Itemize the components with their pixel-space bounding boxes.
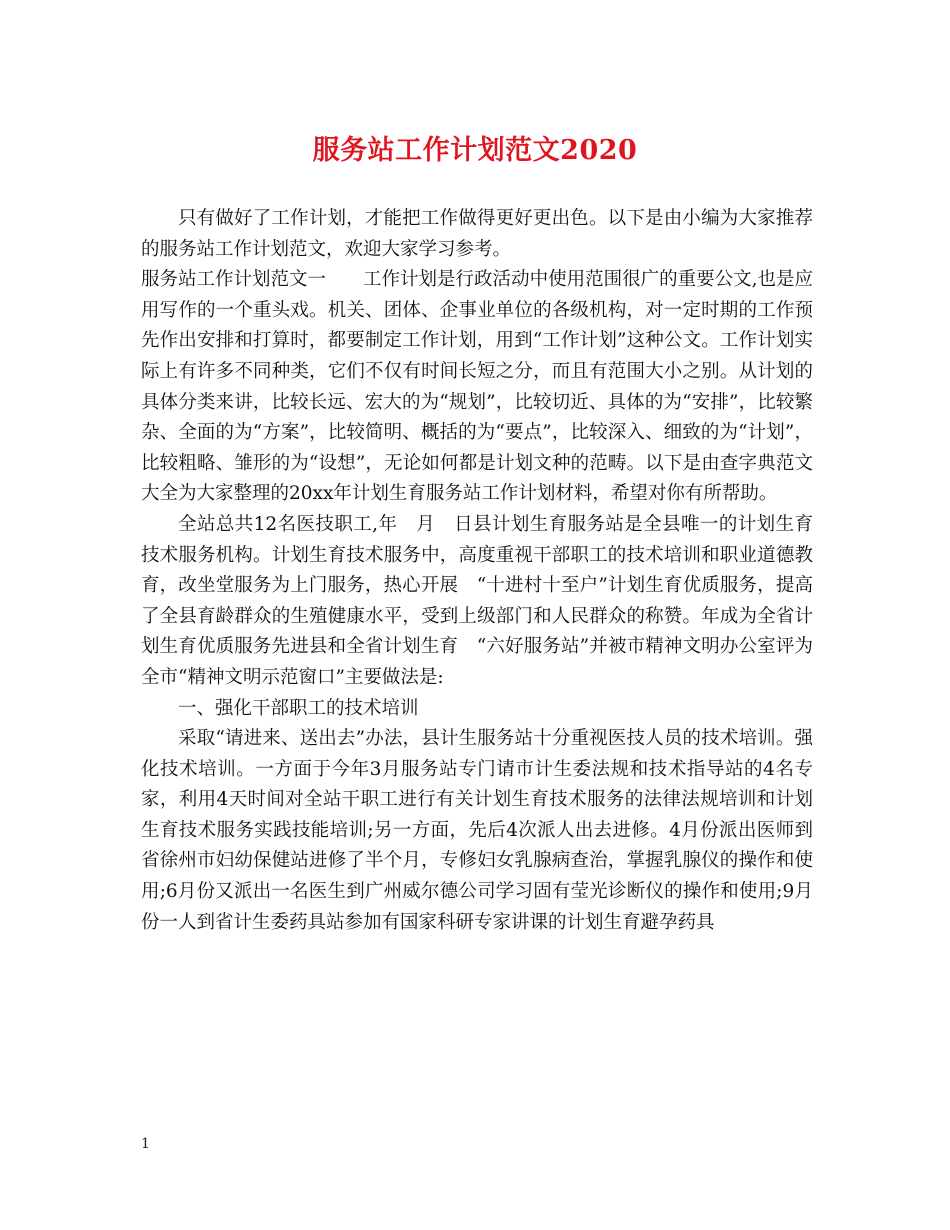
section-heading-training: 一、强化干部职工的技术培训: [178, 697, 419, 719]
paragraph-training-details: 采取“请进来、送出去”办法，县计生服务站十分重视医技人员的技术培训。强化技术培训。一方面于今年3月服务站专门请市计生委法规和技术指导站的4名专家，利用4天时间对全站干职工进行有关计划生育技术服务的法律法规培训和计划生育技术服务实践技能培训;另一方面，先后4次派人出去进修。4月份派出医师到省徐州市妇幼保健站进修了半个月，专修妇女乳腺病查治，掌握乳腺仪的操作和使用;6月份又派出一名医生到广州威尔德公司学习固有莹光诊断仪的操作和使用;9月份一人到省计生委药具站参加有国家科研专家讲课的计划生育避孕药具: [141, 728, 813, 933]
page-number: 1: [141, 1136, 150, 1152]
document-body: [141, 204, 813, 938]
paragraph-intro: 只有做好了工作计划，才能把工作做得更好更出色。以下是由小编为大家推荐的服务站工作计划范文，欢迎大家学习参考。: [141, 208, 813, 260]
document-title: 服务站工作计划范文2020: [312, 135, 638, 166]
paragraph-sample-one: 服务站工作计划范文一 工作计划是行政活动中使用范围很广的重要公文,也是应用写作的一个重头戏。机关、团体、企事业单位的各级机构，对一定时期的工作预先作出安排和打算时，都要制定工作计划，用到“工作计划”这种公文。工作计划实际上有许多不同种类，它们不仅有时间长短之分，而且有范围大小之别。从计划的具体分类来讲，比较长远、宏大的为“规划”，比较切近、具体的为“安排”，比较繁杂、全面的为“方案”，比较简明、概括的为“要点”，比较深入、细致的为“计划”，比较粗略、雏形的为“设想”，无论如何都是计划文种的范畴。以下是由查字典范文大全为大家整理的20xx年计划生育服务站工作计划材料，希望对你有所帮助。: [141, 269, 813, 505]
paragraph-station-overview: 全站总共12名医技职工,年 月 日县计划生育服务站是全县唯一的计划生育技术服务机构。计划生育技术服务中，高度重视干部职工的技术培训和职业道德教育，改坐堂服务为上门服务，热心开展 “十进村十至户”计划生育优质服务，提高了全县育龄群众的生殖健康水平，受到上级部门和人民群众的称赞。年成为全省计划生育优质服务先进县和全省计划生育 “六好服务站”并被市精神文明办公室评为全市“精神文明示范窗口”主要做法是:: [141, 513, 813, 688]
